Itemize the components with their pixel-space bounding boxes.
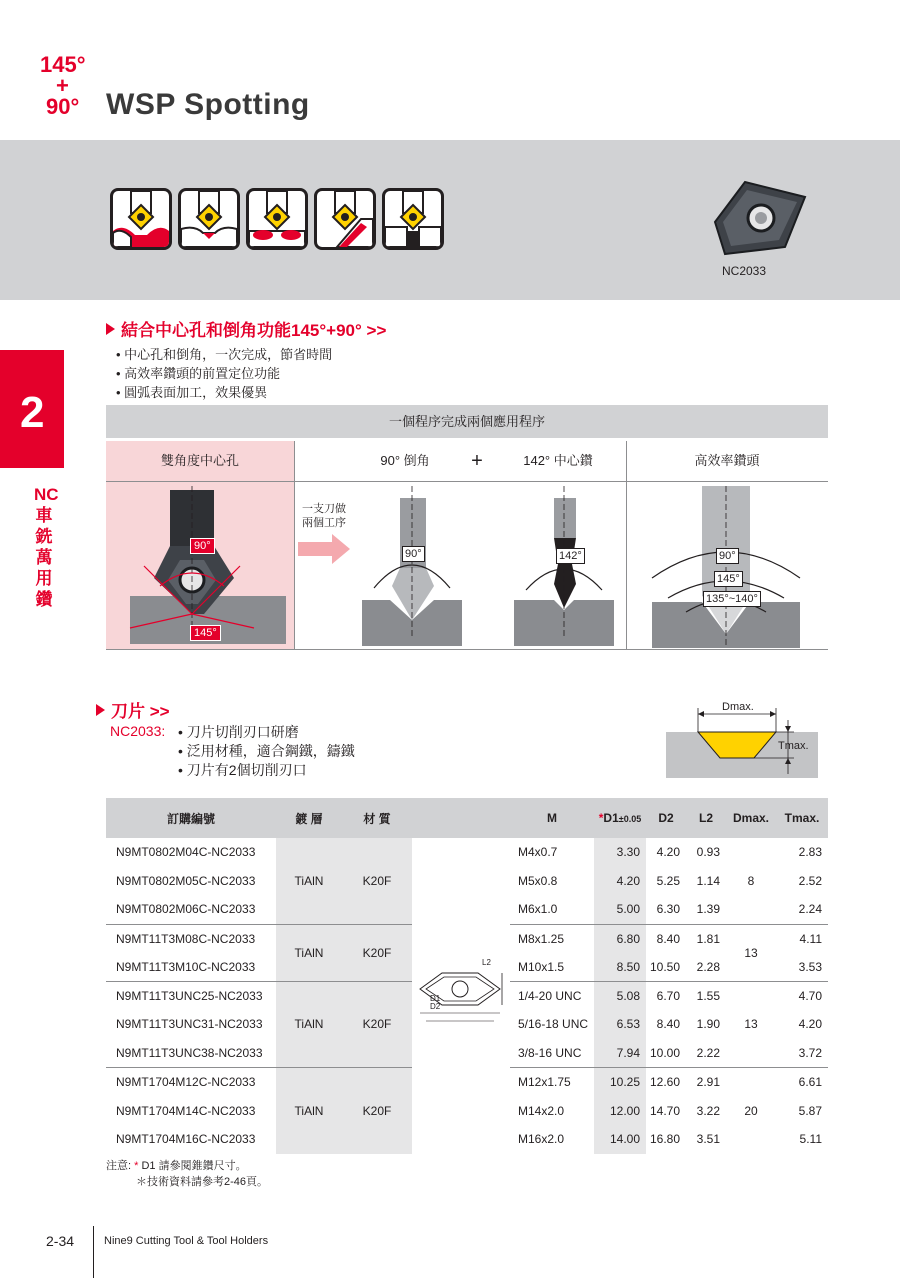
header-drawing (412, 798, 510, 838)
tmax: 5.87 (798, 1103, 822, 1118)
triangle-bullet-icon (106, 323, 115, 335)
l2: 0.93 (696, 845, 720, 860)
tmax: 4.70 (776, 981, 828, 1010)
insert-drawing (412, 838, 510, 1154)
product-banner (0, 140, 900, 300)
order-code: N9MT0802M04C-NC2033 (116, 845, 256, 860)
material: K20F (342, 924, 412, 981)
l2: 1.55 (686, 981, 726, 1010)
drawing-label-l2: L2 (482, 958, 491, 968)
chamfer-drill-icon (110, 188, 172, 250)
insert-heading: 刀片 >> (96, 697, 170, 722)
spec-table (106, 798, 828, 1154)
feature-heading: 結合中心孔和倒角功能145°+90° >> (106, 316, 386, 341)
triangle-bullet-icon (96, 704, 105, 716)
angle-label-90: 90° (190, 538, 215, 554)
high-efficiency-drill-illustration (646, 486, 806, 650)
page-title: WSP Spotting (106, 88, 310, 121)
order-code: N9MT1704M14C-NC2033 (116, 1103, 256, 1118)
insert-bullets (178, 723, 355, 780)
tmax: 2.52 (798, 874, 822, 889)
material: K20F (342, 1068, 412, 1154)
insert-bullet: • 刀片有2個切削刃口 (178, 762, 307, 778)
coating: TiAlN (276, 1068, 342, 1154)
d2: 6.30 (656, 902, 680, 917)
process-col-chamfer: 90° 倒角 (380, 453, 430, 468)
d1: 5.00 (594, 895, 646, 924)
tmax: 3.53 (798, 959, 822, 974)
header-m: M (510, 798, 594, 838)
tmax: 3.72 (798, 1045, 822, 1060)
slot-icon (382, 188, 444, 250)
tmax: 2.83 (798, 845, 822, 860)
chapter-number: 2 (20, 388, 45, 437)
angle-label-142: 142° (556, 548, 585, 564)
chapter-title: NC車銑萬用鑽 (34, 485, 59, 609)
arrow-right-icon (298, 534, 350, 564)
dmax: 20 (726, 1068, 776, 1154)
m-size: M10x1.5 (518, 959, 565, 974)
d2: 5.25 (656, 874, 680, 889)
m-size: M5x0.8 (518, 874, 558, 889)
d1: 6.80 (594, 924, 646, 953)
order-code: N9MT1704M12C-NC2033 (106, 1068, 276, 1097)
process-col-high-eff-drill: 高效率鑽頭 (694, 453, 760, 468)
table-row (106, 838, 828, 867)
d2: 12.60 (646, 1068, 686, 1097)
m-size: 5/16-18 UNC (518, 1017, 589, 1032)
process-col-double-angle: 雙角度中心孔 (106, 441, 294, 481)
groove-icon (246, 188, 308, 250)
process-header: 一個程序完成兩個應用程序 (106, 405, 828, 438)
arrow-text: 兩個工序 (302, 517, 346, 529)
d2: 10.50 (649, 959, 680, 974)
order-code: N9MT0802M05C-NC2033 (116, 874, 256, 889)
d1: 3.30 (594, 838, 646, 867)
header-dmax: Dmax. (726, 798, 776, 838)
d2: 16.80 (649, 1132, 680, 1147)
dmax: 13 (726, 981, 776, 1067)
angled-groove-icon (314, 188, 376, 250)
l2: 2.28 (696, 959, 720, 974)
feature-bullet: • 圓弧表面加工，效果優異 (116, 385, 268, 400)
notes (106, 1158, 268, 1190)
angle-label-135-140: 135°~140° (703, 591, 761, 607)
angle-90: 90° (46, 94, 80, 119)
d2: 10.00 (649, 1045, 680, 1060)
coating: TiAlN (276, 981, 342, 1067)
insert-bullet: • 刀片切削刃口研磨 (178, 724, 299, 740)
m-size: M14x2.0 (518, 1103, 565, 1118)
d1: 10.25 (594, 1068, 646, 1097)
insert-photo-icon (705, 172, 815, 262)
m-size: 1/4-20 UNC (510, 981, 594, 1010)
l2: 1.14 (696, 874, 720, 889)
angle-label-90: 90° (716, 548, 739, 564)
dmax: 13 (726, 924, 776, 981)
chamfer-tool-illustration (362, 486, 462, 646)
order-code: N9MT11T3UNC31-NC2033 (116, 1017, 263, 1032)
tmax-label: Tmax. (778, 740, 809, 752)
insert-bullet: • 泛用材種，適合鋼鐵，鑄鐵 (178, 743, 355, 759)
m-size: M12x1.75 (510, 1068, 594, 1097)
d2: 8.40 (656, 1017, 680, 1032)
drawing-label-d1: D1 (430, 994, 441, 1004)
plus-icon: + (471, 450, 483, 472)
order-code: N9MT1704M16C-NC2033 (116, 1132, 256, 1147)
angle-plus: + (56, 73, 69, 98)
header-order: 訂購編號 (106, 798, 276, 838)
divider (106, 481, 828, 482)
drawing-label-d2: D2 (430, 1002, 441, 1012)
m-size: M4x0.7 (518, 845, 558, 860)
spot-drill-icon (178, 188, 240, 250)
insert-label: NC2033 (722, 264, 767, 278)
arrow-text: 一支刀做 (302, 503, 346, 515)
header-d2: D2 (646, 798, 686, 838)
m-size: M6x1.0 (518, 902, 558, 917)
d1: 6.53 (594, 1010, 646, 1039)
coating: TiAlN (276, 924, 342, 981)
header-coating: 鍍 層 (276, 798, 342, 838)
l2: 1.39 (696, 902, 720, 917)
process-col-center-drill: 142° 中心鑽 (523, 453, 593, 468)
note-line: ＊技術資料請參考2-46頁。 (136, 1176, 269, 1188)
angle-label-145: 145° (190, 625, 221, 641)
header-material: 材 質 (342, 798, 412, 838)
tmax: 4.20 (798, 1017, 822, 1032)
coating: TiAlN (276, 838, 342, 924)
order-code: N9MT11T3UNC25-NC2033 (106, 981, 276, 1010)
m-size: M8x1.25 (510, 924, 594, 953)
dmax: 8 (747, 873, 755, 888)
d1: 5.08 (594, 981, 646, 1010)
tmax: 2.24 (798, 902, 822, 917)
l2: 3.22 (696, 1103, 720, 1118)
feature-bullets (116, 345, 332, 402)
note-line: 注意: * D1 請參閱錐鑽尺寸。 (106, 1160, 247, 1172)
l2: 3.51 (696, 1132, 720, 1147)
d1: 12.00 (594, 1096, 646, 1125)
material: K20F (342, 981, 412, 1067)
d1: 14.00 (594, 1125, 646, 1154)
footer-divider (93, 1226, 94, 1278)
m-size: M16x2.0 (518, 1132, 565, 1147)
double-angle-drill-illustration (120, 486, 290, 646)
order-code: N9MT11T3M10C-NC2033 (116, 959, 256, 974)
divider (626, 441, 627, 649)
divider (294, 441, 295, 649)
l2: 2.91 (686, 1068, 726, 1097)
tmax: 6.61 (776, 1068, 828, 1097)
l2: 2.22 (696, 1045, 720, 1060)
d1: 4.20 (594, 867, 646, 896)
footer-text: Nine9 Cutting Tool & Tool Holders (104, 1235, 269, 1247)
material: K20F (342, 838, 412, 924)
tmax: 5.11 (799, 1132, 822, 1147)
center-drill-illustration (514, 486, 614, 646)
header-d1: *D1±0.05 (594, 798, 646, 838)
feature-bullet: • 中心孔和倒角，一次完成，節省時間 (116, 347, 333, 362)
insert-code: NC2033: (110, 723, 166, 739)
m-size: 3/8-16 UNC (518, 1045, 582, 1060)
table-header-row (106, 798, 828, 838)
angle-label-145: 145° (714, 571, 743, 587)
angle-label-90: 90° (402, 546, 425, 562)
header-l2: L2 (686, 798, 726, 838)
dmax-label: Dmax. (722, 701, 754, 713)
d1: 7.94 (594, 1039, 646, 1068)
d2: 14.70 (649, 1103, 680, 1118)
order-code: N9MT0802M06C-NC2033 (116, 902, 256, 917)
order-code: N9MT11T3M08C-NC2033 (106, 924, 276, 953)
l2: 1.90 (696, 1017, 720, 1032)
feature-bullet: • 高效率鑽頭的前置定位功能 (116, 366, 281, 381)
tmax: 4.11 (776, 924, 828, 953)
l2: 1.81 (686, 924, 726, 953)
d2: 8.40 (646, 924, 686, 953)
page-number: 2-34 (46, 1233, 75, 1249)
d1: 8.50 (594, 953, 646, 982)
header-tmax: Tmax. (776, 798, 828, 838)
d2: 4.20 (656, 845, 680, 860)
angle-145: 145° (40, 52, 86, 77)
d2: 6.70 (646, 981, 686, 1010)
order-code: N9MT11T3UNC38-NC2033 (116, 1045, 263, 1060)
